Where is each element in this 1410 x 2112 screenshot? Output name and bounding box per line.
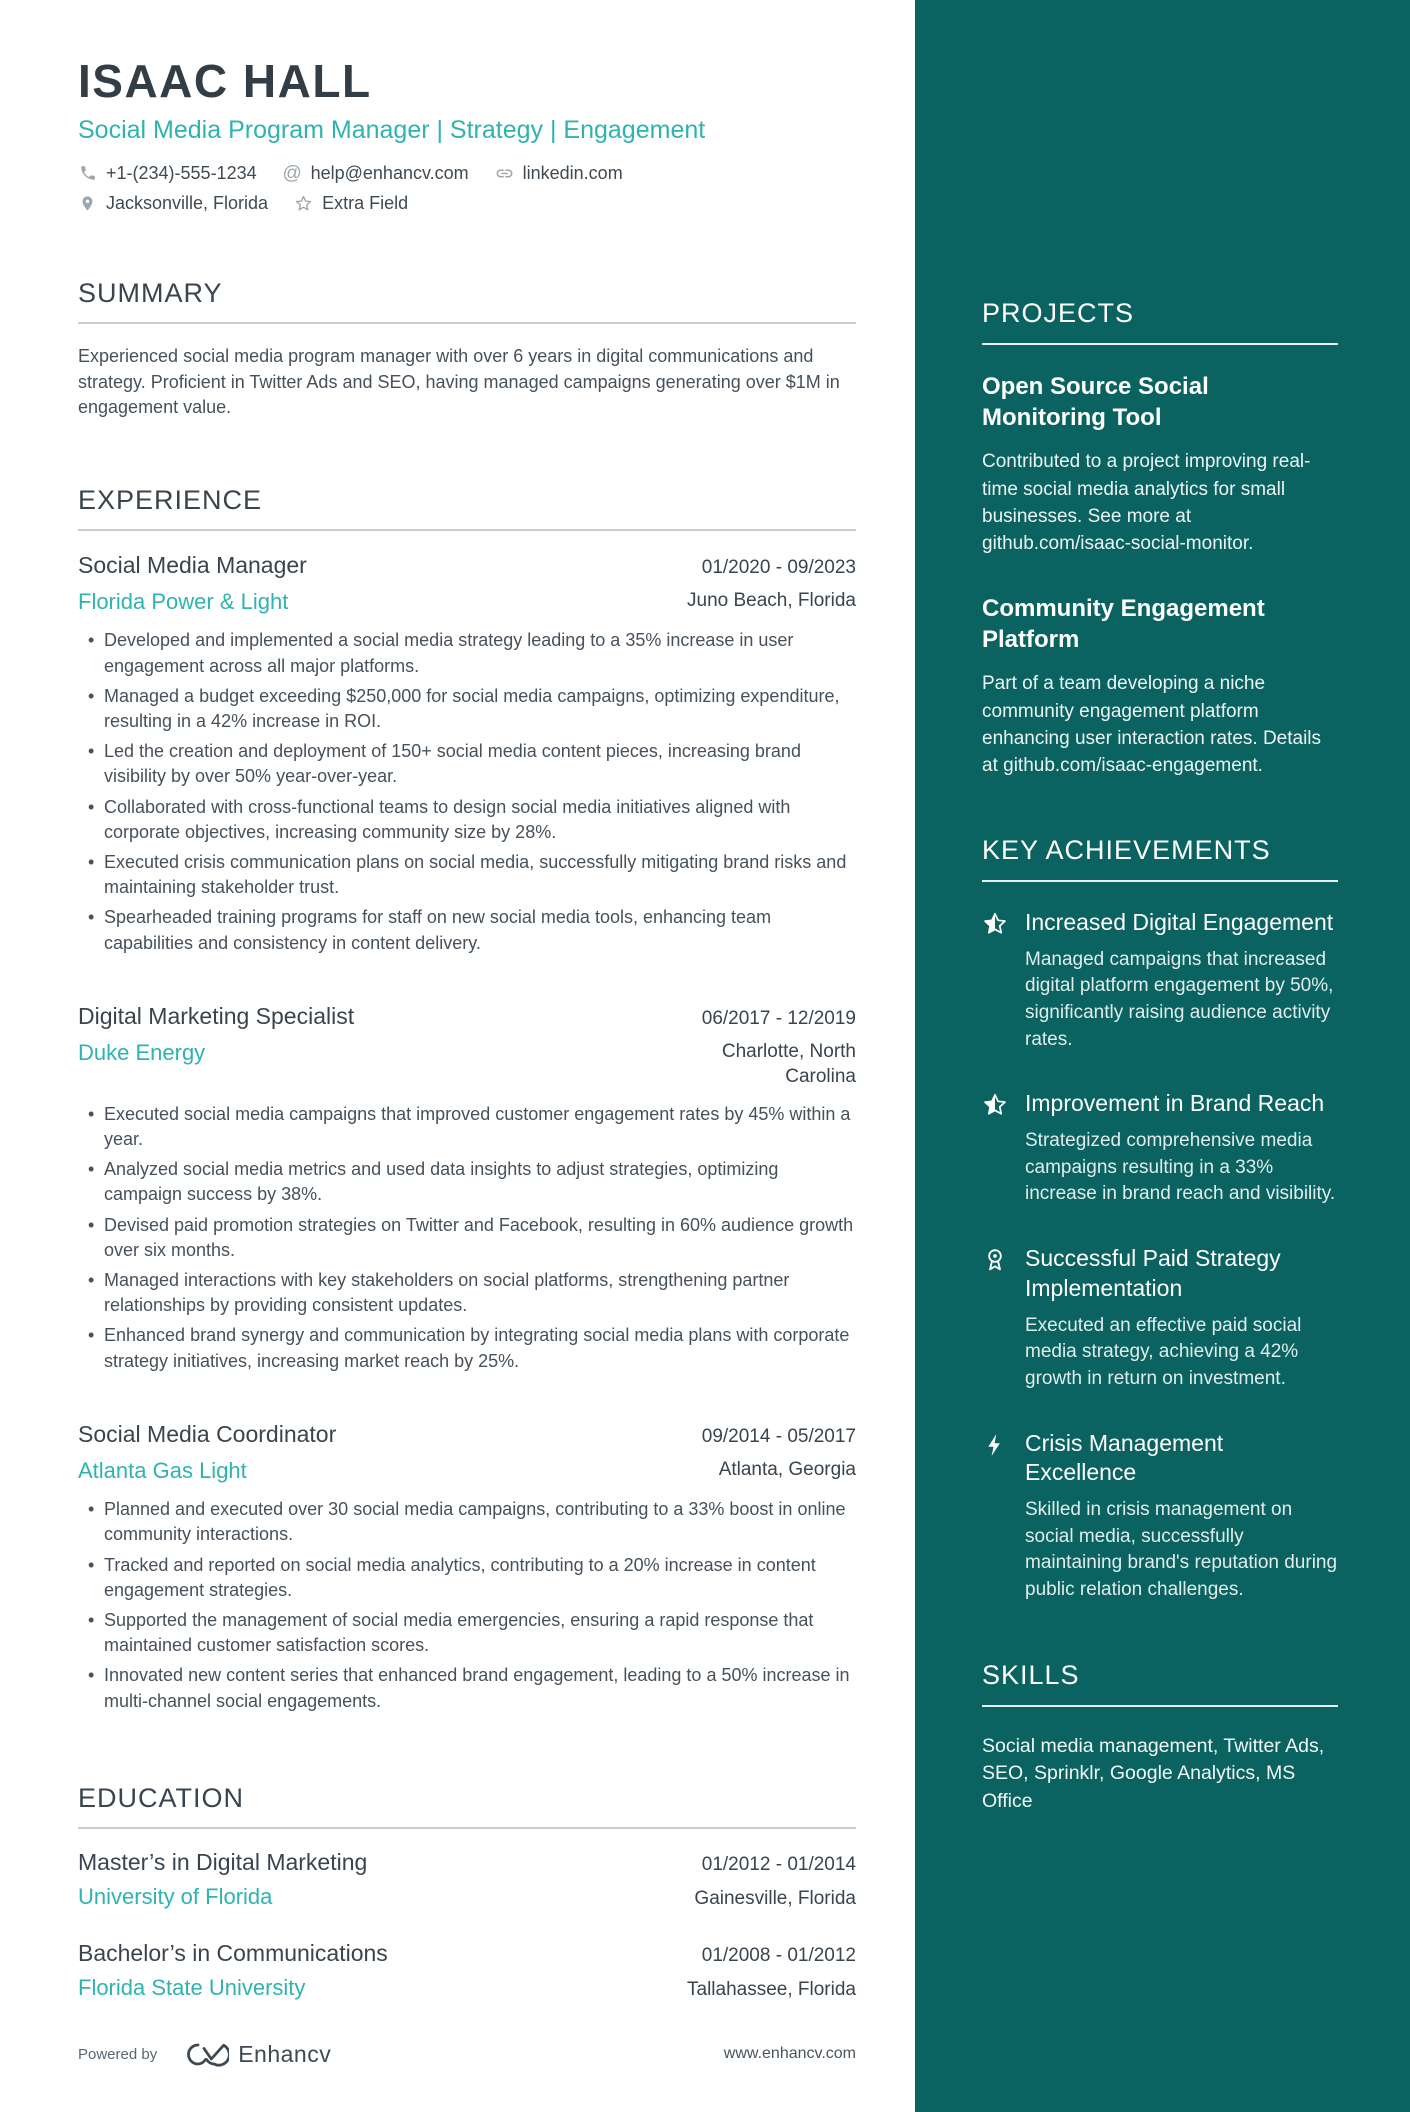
medal-icon [982,1244,1008,1393]
link-icon [495,164,514,183]
experience-heading: EXPERIENCE [78,485,856,531]
achievement-description: Executed an effective paid social media strategy, achieving a 42% growth in return on investment. [1025,1314,1302,1389]
job-bullet: • Devised paid promotion strategies on Twitter and Facebook, resulting in 60% audience growth over six months. [104,1213,856,1263]
job-bullet: • Analyzed social media metrics and used data insights to adjust strategies, optimizing campaign success by 38%. [104,1157,856,1207]
projects-section [982,298,1338,779]
degree-title: Bachelor’s in Communications [78,1939,388,1966]
job-location: Juno Beach, Florida [687,589,856,611]
location-pin-icon [78,194,97,213]
job-title: Digital Marketing Specialist [78,1002,355,1029]
summary-heading: SUMMARY [78,278,856,324]
achievement-item [982,1089,1338,1208]
achievement-title: Improvement in Brand Reach [1025,1090,1325,1117]
job-location: Charlotte, North Carolina [721,1040,856,1088]
project-title: Community Engagement Platform [982,595,1265,654]
education-item [78,1849,856,1910]
phone-number: +1-(234)-555-1234 [106,162,257,183]
half-star-icon [982,908,1008,1053]
person-headline: Social Media Program Manager | Strategy | Engagement [78,115,706,144]
job-bullet: • Collaborated with cross-functional teams to design social media initiatives aligned with corporate objectives, increasing community size by 28%. [104,795,856,845]
lightning-bolt-icon [982,1429,1008,1604]
projects-heading: PROJECTS [982,298,1338,345]
job-bullet: • Managed a budget exceeding $250,000 for social media campaigns, optimizing expenditure, resulting in a 42% increase in ROI. [104,684,856,734]
achievement-item [982,1244,1338,1393]
experience-section [78,485,856,1719]
job-bullet: • Supported the management of social media emergencies, ensuring a rapid response that maintained customer satisfaction scores. [104,1608,856,1658]
experience-item [78,1420,856,1714]
contact-row [78,193,856,214]
job-bullet: • Innovated new content series that enhanced brand engagement, leading to a 50% increase in multi-channel social engagements. [104,1663,856,1713]
experience-item [78,1002,856,1374]
job-bullet: • Enhanced brand synergy and communication by integrating social media plans with corporate strategy initiatives, increasing market reach by 25%. [104,1323,856,1373]
extra-field-contact [294,193,408,214]
job-bullet: • Tracked and reported on social media analytics, contributing to a 20% increase in content engagement strategies. [104,1553,856,1603]
degree-title: Master’s in Digital Marketing [78,1848,368,1875]
job-dates: 06/2017 - 12/2019 [701,1007,856,1029]
achievements-heading: KEY ACHIEVEMENTS [982,835,1338,882]
contact-info [78,163,856,214]
skills-list: Social media management, Twitter Ads, SEO, Sprinklr, Google Analytics, MS Office [982,1734,1325,1813]
job-title: Social Media Coordinator [78,1420,337,1447]
email-address: help@enhancv.com [310,162,469,183]
skills-section [982,1660,1338,1816]
job-bullet: • Executed crisis communication plans on social media, successfully mitigating brand risks and maintaining stakeholder trust. [104,850,856,900]
achievements-section [982,835,1338,1604]
website-contact[interactable] [495,163,623,184]
location-contact [78,193,268,214]
job-bullet: • Developed and implemented a social media strategy leading to a 35% increase in user engagement across all major platforms. [104,628,856,678]
person-name: ISAAC HALL [78,55,372,107]
powered-by-label: Powered by [78,2045,158,2063]
footer-url[interactable]: www.enhancv.com [723,2045,856,2063]
page-footer [78,2001,856,2068]
contact-row [78,163,856,184]
job-bullet: • Planned and executed over 30 social media campaigns, contributing to a 33% boost in online community interactions. [104,1497,856,1547]
school-name: Florida State University [78,1974,306,2000]
job-bullet: • Executed social media campaigns that improved customer engagement rates by 45% within a year. [104,1102,856,1152]
job-bullet-list [78,628,856,955]
project-description: Contributed to a project improving real-time social media analytics for small businesses. See more at github.com/isaac-social-monitor. [982,451,1311,554]
job-bullet: • Spearheaded training programs for staff on new social media tools, enhancing team capabilities and consistency in content delivery. [104,905,856,955]
job-company: Florida Power & Light [78,588,289,614]
location-text: Jacksonville, Florida [106,192,269,213]
job-company: Atlanta Gas Light [78,1457,247,1483]
sidebar [915,0,1410,2112]
star-outline-icon [294,194,313,213]
job-bullet-list [78,1497,856,1714]
project-description: Part of a team developing a niche community engagement platform enhancing user interaction rates. Details at github.com/isaac-engagement. [982,673,1322,776]
job-dates: 09/2014 - 05/2017 [701,1425,856,1447]
project-item [982,371,1338,557]
education-item [78,1940,856,2001]
resume-header [78,56,856,214]
education-dates: 01/2012 - 01/2014 [701,1853,856,1875]
achievement-title: Crisis Management Excellence [1025,1429,1224,1486]
project-title: Open Source Social Monitoring Tool [982,373,1209,432]
enhancv-brand[interactable] [183,2041,331,2068]
job-bullet-list [78,1102,856,1374]
email-contact[interactable] [283,163,469,184]
enhancv-logo-icon [183,2041,229,2068]
phone-contact[interactable] [78,163,257,184]
education-location: Tallahassee, Florida [687,1978,856,2000]
job-title: Social Media Manager [78,551,307,578]
achievement-item [982,1429,1338,1604]
website-url: linkedin.com [522,162,623,183]
school-name: University of Florida [78,1883,273,1909]
skills-heading: SKILLS [982,1660,1338,1707]
half-star-icon [982,1089,1008,1208]
job-bullet: • Led the creation and deployment of 150+ social media content pieces, increasing brand visibility by over 50% year-over-year. [104,739,856,789]
education-location: Gainesville, Florida [694,1887,856,1909]
experience-item [78,551,856,956]
achievement-title: Increased Digital Engagement [1025,909,1334,935]
education-heading: EDUCATION [78,1783,856,1829]
job-location: Atlanta, Georgia [718,1458,856,1480]
education-dates: 01/2008 - 01/2012 [701,1944,856,1966]
extra-field-text: Extra Field [322,192,409,213]
summary-section [78,278,856,421]
summary-text: Experienced social media program manager with over 6 years in digital communications and strategy. Proficient in Twitter Ads and SEO, having managed campaigns generating over $1M in engagement value. [78,345,840,418]
achievement-title: Successful Paid Strategy Implementation [1025,1244,1281,1301]
achievement-description: Skilled in crisis management on social media, successfully maintaining brand's reputation during public relation challenges. [1025,1499,1338,1601]
project-item [982,593,1338,779]
phone-icon [78,164,97,183]
enhancv-wordmark: Enhancv [238,2040,332,2067]
job-dates: 01/2020 - 09/2023 [701,556,856,578]
achievement-item [982,908,1338,1053]
job-company: Duke Energy [78,1039,206,1065]
achievement-description: Strategized comprehensive media campaigns resulting in a 33% increase in brand reach and visibility. [1025,1130,1336,1205]
achievement-description: Managed campaigns that increased digital platform engagement by 50%, significantly raising audience activity rates. [1025,948,1334,1050]
job-bullet: • Managed interactions with key stakeholders on social platforms, strengthening partner relationships by providing consistent updates. [104,1268,856,1318]
education-section [78,1783,856,2001]
at-icon: @ [282,162,302,184]
